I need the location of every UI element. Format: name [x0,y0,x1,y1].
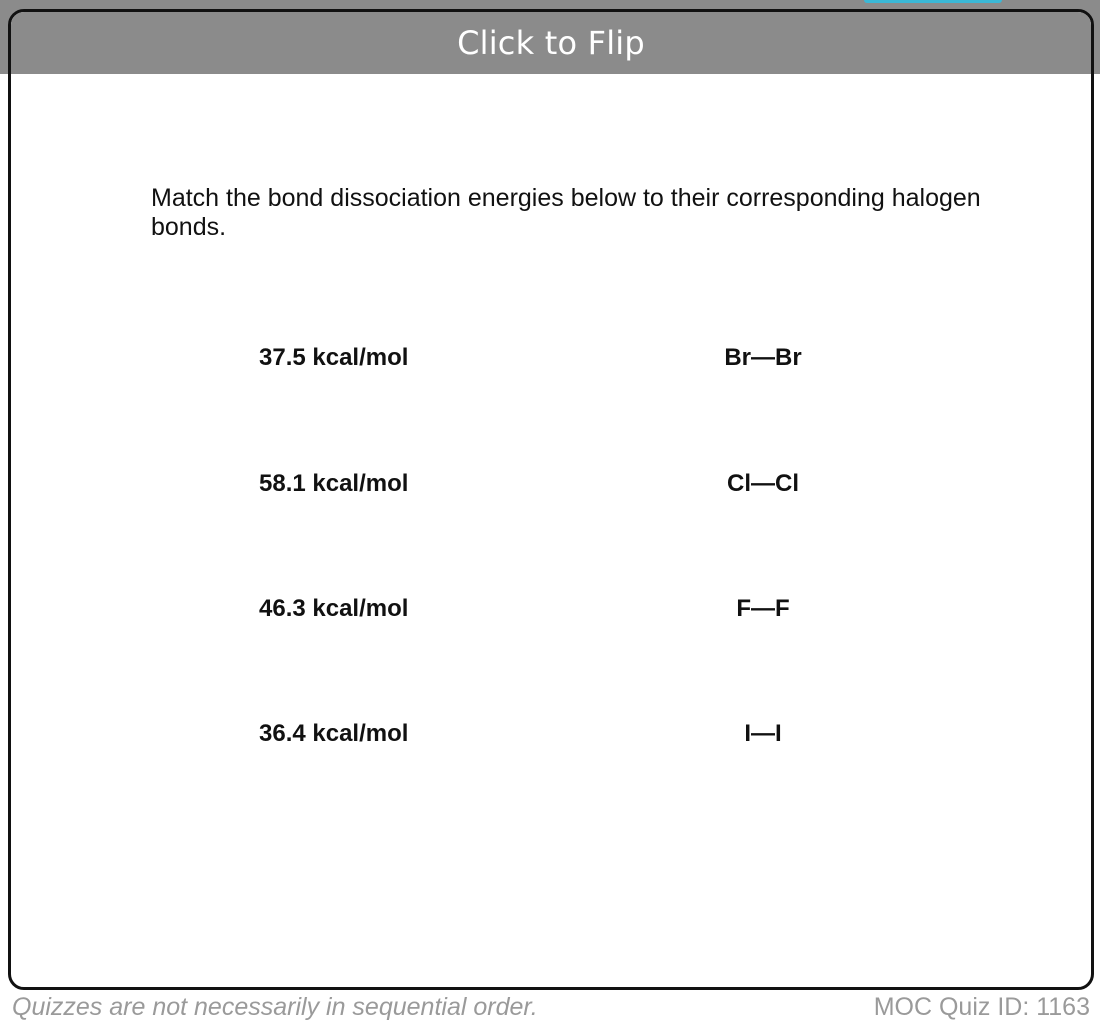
flashcard[interactable] [8,9,1094,990]
energy-value: 46.3 kcal/mol [259,595,409,622]
sequence-note: Quizzes are not necessarily in sequential order. [12,993,538,1021]
energy-value: 37.5 kcal/mol [259,344,409,371]
quiz-id: MOC Quiz ID: 1163 [873,993,1090,1021]
card-header[interactable] [11,12,1091,74]
bond-label: Cl—Cl [727,470,799,497]
bond-label: Br—Br [724,344,802,371]
top-accent-tab [864,0,1002,3]
bond-label: F—F [736,595,790,622]
bond-label: I—I [744,720,782,747]
energy-value: 58.1 kcal/mol [259,470,409,497]
flip-label: Click to Flip [457,24,645,62]
question-text: Match the bond dissociation energies below to their corresponding halogen bonds. [151,184,981,241]
energy-value: 36.4 kcal/mol [259,720,409,747]
